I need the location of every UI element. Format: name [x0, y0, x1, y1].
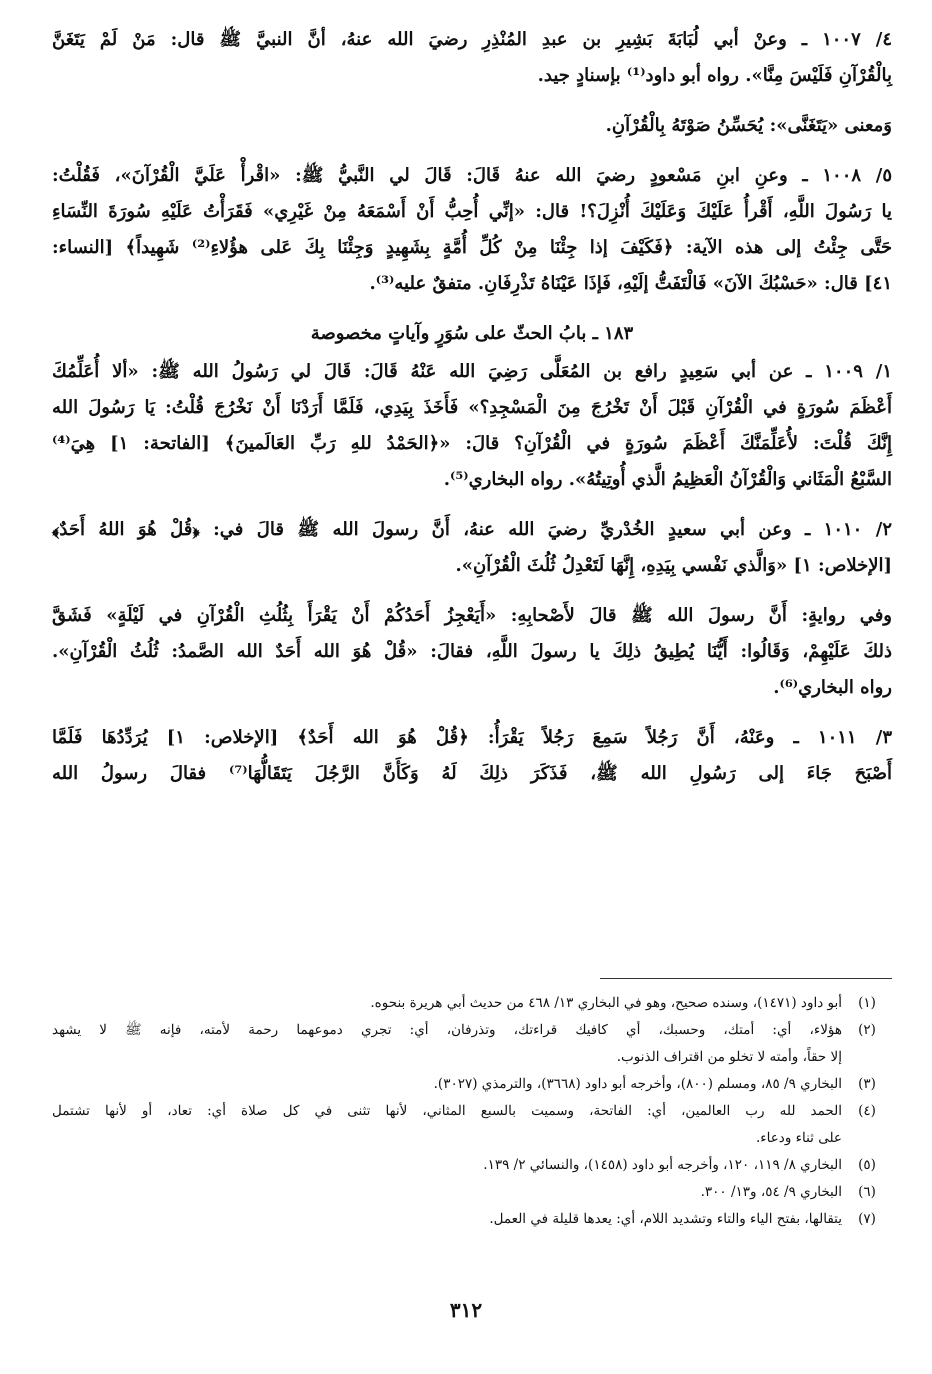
footnote	[52, 1098, 892, 1152]
text-line: وفي روايةٍ: أَنَّ رسولَ الله ﷺ قالَ لأَصْحابِهِ: «أَيَعْجِزُ أَحَدُكُمْ أَنْ يَقْرَأَ بِثُلُثِ الْقُرْآنِ في لَيْلَةٍ» فَشَقَّ	[52, 605, 892, 626]
footnote-number: (٥)	[858, 1157, 876, 1173]
main-text	[52, 22, 892, 806]
text-line: يا رَسُولَ اللَّهِ، أَقْرأُ عَلَيْكَ وَعَلَيْكَ أُنْزِلَ؟! قال: «إنِّي أُحِبُّ أَنْ أَسْمَعَهُ مِنْ غَيْرِي» فَقَرَأْتُ عَلَيْهِ سُورَةَ النِّسَاءِ	[52, 201, 892, 222]
text-line: حَتَّى جِئْتُ إلى هذه الآية: ﴿فَكَيْفَ إذا جِئْنَا مِنْ كُلِّ أُمَّةٍ بِشَهِيدٍ وَجِئْنَا بِكَ عَلى هؤُلاءِ⁽²⁾ شَهِيداً﴾ [النساء:	[52, 237, 892, 258]
chapter-heading: ١٨٣ ـ بابُ الحثّ على سُوَرٍ وآياتٍ مخصوصة	[310, 323, 634, 344]
footnote	[52, 990, 892, 1017]
text-line: السَّبْعُ الْمَثَاني وَالْقُرْآنُ الْعَظِيمُ الَّذي أُوتِيتُهُ». رواه البخاري⁽⁵⁾.	[443, 469, 892, 490]
text-line: بِالْقُرْآنِ فَلَيْسَ مِنَّا». رواه أبو داود⁽¹⁾ بإسنادٍ جيد.	[537, 65, 892, 86]
hadith-1010	[52, 512, 892, 584]
footnote-text: البخاري ٨/ ١١٩، ١٢٠، وأخرجه أبو داود (١٤٥٨)، والنسائي ٢/ ١٣٩.	[483, 1157, 842, 1173]
hadith-1009	[52, 354, 892, 498]
footnote-text: يتقالها، بفتح الياء والتاء وتشديد اللام، أي: يعدها قليلة في العمل.	[489, 1211, 842, 1227]
text-line: إِنَّكَ قُلْتَ: لأُعَلِّمَنَّكَ أَعْظَمَ سُورَةٍ في الْقُرْآنِ؟ قالَ: «﴿الحَمْدُ للهِ رَبِّ العَالَمينَ﴾ [الفاتحة: ١] هِيَ⁽⁴⁾	[52, 433, 893, 454]
text-line: ٥/ ١٠٠٨ ـ وعنِ ابنِ مَسْعودٍ رضيَ الله عنهُ قَالَ: قَالَ لي النَّبيُّ ﷺ: «اقْرأْ عَلَيَّ الْقُرْآنَ»، فَقُلْتُ:	[52, 165, 893, 186]
hadith-1007	[52, 22, 892, 94]
text-line: أَصْبَحَ جَاءَ إلى رَسُولِ الله ﷺ، فَذَكَرَ ذلِكَ لَهُ وَكَأَنَّ الرَّجُلَ يَتَقَالُّهَا⁽⁷⁾ فقالَ رسولُ الله	[52, 763, 892, 784]
footnote-number: (٤)	[858, 1103, 876, 1119]
footnote-text: أبو داود (١٤٧١)، وسنده صحيح، وهو في البخاري ١٣/ ٤٦٨ من حديث أبي هريرة بنحوه.	[370, 995, 842, 1011]
footnote-text: إلا حقاً، وأمته لا تخلو من اقتراف الذنوب.	[616, 1049, 842, 1065]
text-line: ١/ ١٠٠٩ ـ عن أبي سَعِيدٍ رافع بن المُعَلَّى رَضِيَ الله عَنْهُ قَالَ: قَالَ لي رَسُولُ الله ﷺ: «ألا أُعَلِّمُكَ	[52, 361, 892, 382]
footnote	[52, 1206, 892, 1233]
footnote-text: البخاري ٩/ ٥٤، و١٣/ ٣٠٠.	[700, 1184, 842, 1200]
footnote-text: الحمد لله رب العالمين، أي: الفاتحة، وسميت بالسبع المثاني، لأنها تثنى في كل صلاة أي: تعاد، أو لأنها تشتمل	[52, 1103, 842, 1119]
text-line: ٣/ ١٠١١ ـ وعَنْهُ، أَنَّ رَجُلاً سَمِعَ رَجُلاً يَقْرَأُ: ﴿قُلْ هُوَ الله أَحَدٌ﴾ [الإخلاص: ١] يُرَدِّدُهَا فَلَمَّا	[52, 727, 893, 748]
footnote-text: على ثناء ودعاء.	[756, 1130, 842, 1146]
footnote-number: (٧)	[858, 1211, 876, 1227]
footnote-number: (٦)	[858, 1184, 876, 1200]
footnote-number: (١)	[858, 995, 876, 1011]
footnote-divider	[600, 978, 892, 979]
footnote	[52, 1071, 892, 1098]
hadith-1008	[52, 158, 892, 302]
meaning-note	[52, 108, 892, 144]
text-line: ٤/ ١٠٠٧ ـ وعنْ أبي لُبَابَةَ بَشِيرِ بن عبدِ المُنْذِرِ رضيَ الله عنهُ، أنَّ النبيَّ ﷺ قال: مَنْ لَمْ يَتَغَنَّ	[52, 29, 892, 50]
footnote-number: (٣)	[858, 1076, 876, 1092]
footnote-text: هؤلاء، أي: أمتك، وحسبك، أي كافيك قراءتك، وتذرفان، أي: تجري دموعهما رحمة لأمته، فإنه ﷺ لا يشهد	[52, 1022, 842, 1038]
footnote-text: البخاري ٩/ ٨٥، ومسلم (٨٠٠)، وأخرجه أبو داود (٣٦٦٨)، والترمذي (٣٠٢٧).	[433, 1076, 842, 1092]
text-line: أَعْظَمَ سُورَةٍ في الْقُرْآنِ قَبْلَ أَنْ تَخْرُجَ مِنَ الْمَسْجِدِ؟» فَأَخَذَ بِيَدِي، فَلَمَّا أَرَدْنَا أَنْ نَخْرُجَ قُلْتُ: يَا رَسُولَ الله	[52, 397, 892, 418]
footnotes	[52, 990, 892, 1233]
text-line: [الإخلاص: ١] «وَالَّذي نَفْسي بِيَدِهِ، إِنَّهَا لَتَعْدِلُ ثُلُثَ الْقُرْآنِ».	[455, 555, 892, 576]
text-line: ٢/ ١٠١٠ ـ وعن أبي سعيدٍ الخُدْريِّ رضيَ الله عنهُ، أَنَّ رسولَ الله ﷺ قالَ في: ﴿قُلْ هُوَ اللهُ أَحَدٌ﴾	[52, 519, 892, 540]
text-line: ذلكَ عَلَيْهِمْ، وَقَالُوا: أَيُّنَا يُطِيقُ ذلِكَ يا رسولَ اللَّهِ، فقالَ: «قُلْ هُوَ الله أَحَدٌ الله الصَّمدُ: ثُلُثُ الْقُرْآنِ».	[52, 641, 892, 662]
footnote-number: (٢)	[858, 1022, 876, 1038]
page-number: ٣١٢	[449, 1298, 483, 1322]
footnote	[52, 1152, 892, 1179]
text-line: وَمعنى «يَتَغَنَّى»: يُحَسِّنُ صَوْتَهُ بِالْقُرْآنِ.	[605, 115, 892, 136]
text-line: ٤١] قال: «حَسْبُكَ الآنَ» فَالْتَفَتُّ إلَيْهِ، فَإذَا عَيْنَاهُ تَذْرِفَانِ. متفقٌ عليه⁽³⁾.	[369, 273, 892, 294]
hadith-1010-riwaya	[52, 598, 892, 706]
footnote	[52, 1017, 892, 1071]
footnote	[52, 1179, 892, 1206]
text-line: رواه البخاري⁽⁶⁾.	[773, 677, 892, 698]
hadith-1011	[52, 720, 892, 792]
